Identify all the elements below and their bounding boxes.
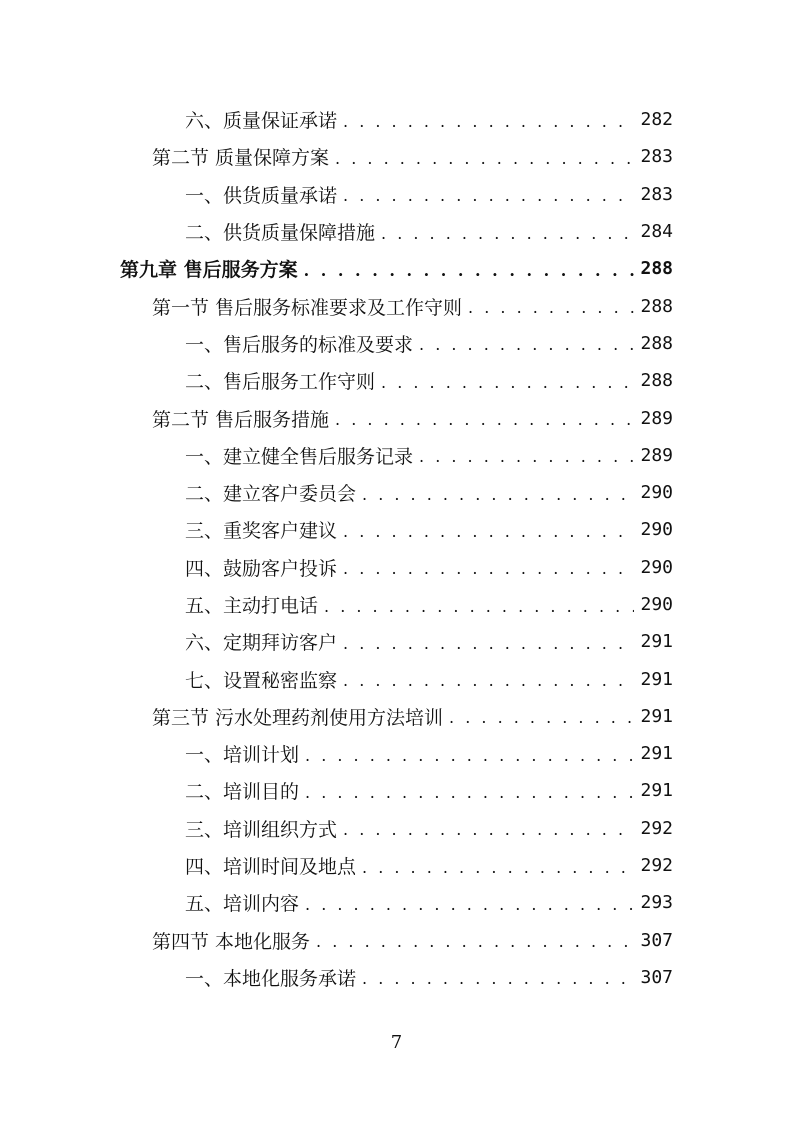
toc-entry-page: 290 — [640, 482, 673, 504]
toc-entry-title: 第二节 售后服务措施 — [152, 408, 330, 431]
toc-entry-title: 六、定期拜访客户 — [185, 632, 338, 655]
toc-entry[interactable] — [0, 101, 793, 138]
dot-leader — [449, 710, 634, 726]
toc-entry-page: 291 — [640, 705, 673, 727]
toc-entry[interactable] — [0, 213, 793, 250]
dot-leader — [343, 636, 634, 652]
dot-leader — [343, 524, 634, 540]
toc-entry-page: 307 — [640, 929, 673, 951]
toc-entry-title: 二、培训目的 — [185, 781, 300, 804]
toc-entry-page: 291 — [640, 668, 673, 690]
toc-entry-page: 291 — [640, 743, 673, 765]
toc-entry[interactable] — [0, 511, 793, 548]
dot-leader — [335, 412, 634, 428]
dot-leader — [316, 934, 634, 950]
dot-leader — [304, 263, 635, 279]
toc-entry-title: 第一节 售后服务标准要求及工作守则 — [152, 296, 463, 319]
toc-entry[interactable] — [0, 586, 793, 623]
toc-entry-page: 291 — [640, 780, 673, 802]
dot-leader — [343, 673, 634, 689]
toc-entry[interactable] — [0, 623, 793, 660]
toc-entry-page: 289 — [640, 407, 673, 429]
toc-entry[interactable] — [0, 474, 793, 511]
toc-entry-title: 第二节 质量保障方案 — [152, 147, 330, 170]
dot-leader — [381, 226, 634, 242]
dot-leader — [343, 188, 634, 204]
toc-entry-title: 一、建立健全售后服务记录 — [185, 445, 414, 468]
toc-entry-title: 五、主动打电话 — [185, 595, 319, 617]
toc-entry[interactable] — [0, 810, 793, 847]
toc-entry-title: 二、供货质量保障措施 — [185, 222, 376, 245]
toc-entry[interactable] — [0, 250, 793, 287]
toc-entry-page: 288 — [640, 295, 673, 317]
toc-entry-title: 第四节 本地化服务 — [152, 930, 311, 953]
toc-entry[interactable] — [0, 884, 793, 921]
dot-leader — [305, 748, 634, 764]
toc-entry[interactable] — [0, 549, 793, 586]
toc-entry[interactable] — [0, 735, 793, 772]
toc-entry-page: 290 — [640, 519, 673, 541]
dot-leader — [362, 971, 634, 987]
toc-entry-title: 第三节 污水处理药剂使用方法培训 — [152, 706, 444, 729]
dot-leader — [335, 151, 634, 167]
toc-entry-page: 284 — [640, 221, 673, 243]
toc-entry[interactable] — [0, 176, 793, 213]
toc-entry-title: 四、培训时间及地点 — [185, 856, 357, 879]
dot-leader — [305, 785, 634, 801]
dot-leader — [343, 822, 634, 838]
dot-leader — [324, 599, 634, 615]
toc-entry-page: 290 — [640, 556, 673, 578]
table-of-contents — [0, 101, 793, 996]
toc-entry-page: 282 — [640, 109, 673, 131]
toc-entry[interactable] — [0, 399, 793, 436]
dot-leader — [419, 449, 634, 465]
toc-entry-title: 一、本地化服务承诺 — [185, 967, 357, 990]
toc-entry-title: 六、质量保证承诺 — [185, 110, 338, 133]
toc-entry-page: 292 — [640, 817, 673, 839]
dot-leader — [343, 114, 634, 130]
toc-entry-title: 四、鼓励客户投诉 — [185, 557, 338, 580]
toc-entry-page: 307 — [640, 966, 673, 988]
toc-entry-page: 290 — [640, 594, 673, 615]
toc-entry-title: 五、培训内容 — [185, 893, 300, 916]
toc-entry-page: 288 — [640, 258, 673, 280]
page-number: 7 — [390, 1032, 403, 1053]
toc-entry-page: 289 — [640, 444, 673, 466]
dot-leader — [305, 897, 634, 913]
toc-entry-page: 291 — [640, 631, 673, 653]
toc-entry-page: 292 — [640, 855, 673, 877]
dot-leader — [419, 337, 634, 353]
toc-entry-page: 293 — [640, 892, 673, 914]
toc-entry-title: 七、设置秘密监察 — [185, 669, 338, 692]
toc-entry-title: 一、供货质量承诺 — [185, 184, 338, 207]
toc-entry[interactable] — [0, 325, 793, 362]
toc-entry[interactable] — [0, 698, 793, 735]
toc-entry-title: 一、培训计划 — [185, 744, 300, 767]
toc-entry[interactable] — [0, 362, 793, 399]
toc-entry-title: 三、培训组织方式 — [185, 818, 338, 841]
toc-entry[interactable] — [0, 847, 793, 884]
dot-leader — [362, 487, 634, 503]
toc-entry-page: 283 — [640, 183, 673, 205]
toc-entry-title: 二、建立客户委员会 — [185, 483, 357, 506]
toc-entry-page: 283 — [640, 146, 673, 168]
toc-entry[interactable] — [0, 660, 793, 697]
toc-entry-page: 288 — [640, 332, 673, 354]
toc-entry-title: 一、售后服务的标准及要求 — [185, 333, 414, 356]
toc-entry-title: 第九章 售后服务方案 — [120, 259, 298, 282]
toc-entry[interactable] — [0, 922, 793, 959]
toc-entry[interactable] — [0, 287, 793, 324]
toc-entry[interactable] — [0, 138, 793, 175]
dot-leader — [381, 375, 634, 391]
toc-entry[interactable] — [0, 772, 793, 809]
toc-entry[interactable] — [0, 959, 793, 996]
toc-entry-title: 二、售后服务工作守则 — [185, 371, 376, 394]
toc-entry-title: 三、重奖客户建议 — [185, 520, 338, 543]
dot-leader — [468, 300, 634, 316]
dot-leader — [343, 561, 634, 577]
toc-entry[interactable] — [0, 437, 793, 474]
dot-leader — [362, 860, 634, 876]
toc-entry-page: 288 — [640, 370, 673, 392]
